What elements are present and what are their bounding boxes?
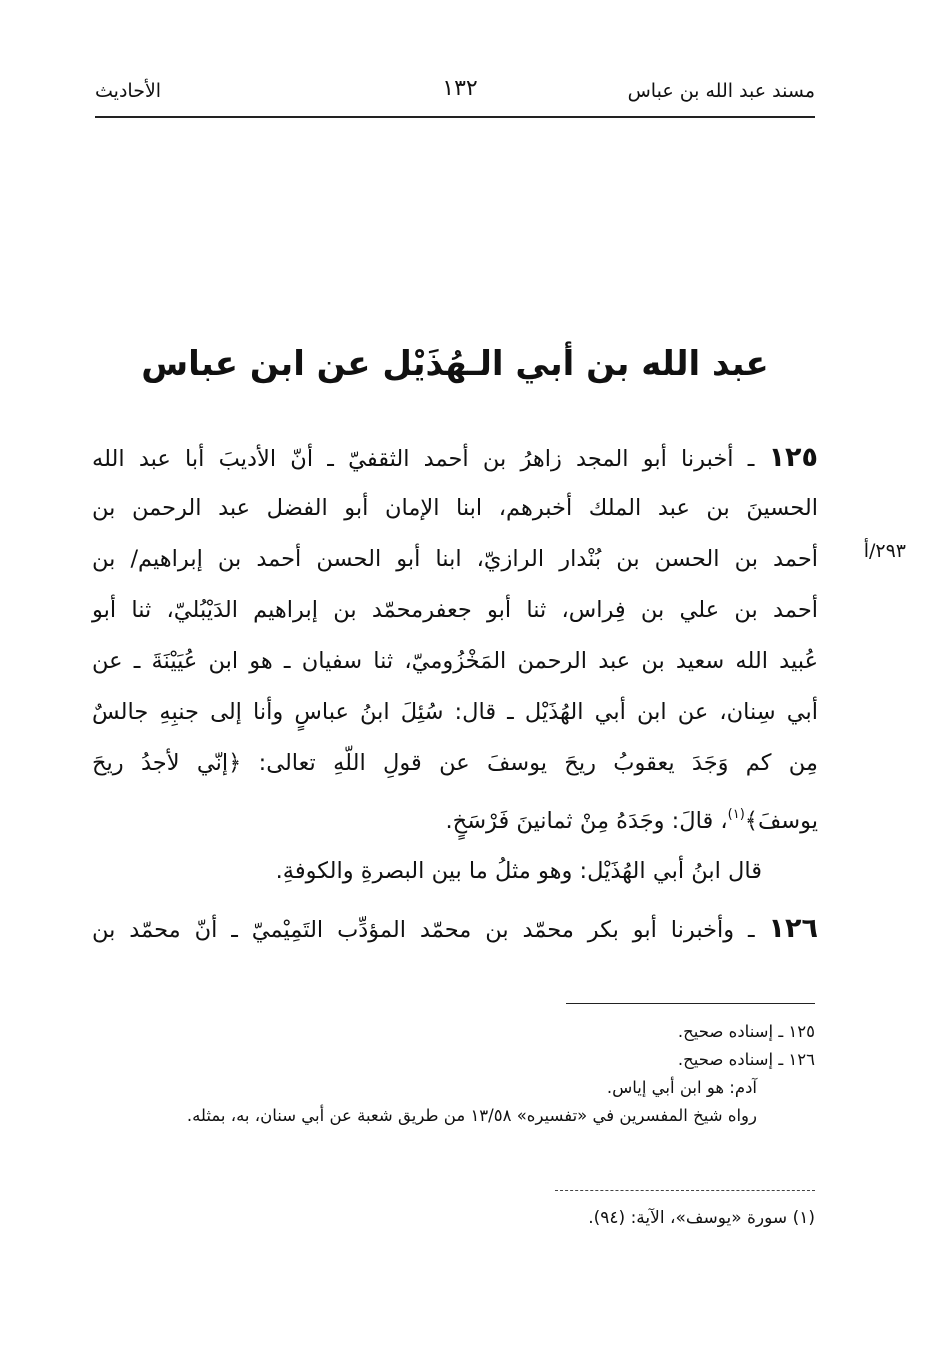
page-number: ١٣٢	[442, 76, 478, 101]
hadith-126-line-1: ١٢٦ ـ وأخبرنا أبو بكر محمّد بن محمّد المؤدِّب التَمِيْميّ ـ أنّ محمّد بن	[92, 913, 818, 944]
hadith-125-line-8: يوسفَ﴾$^{(١)}$، قالَ: وجَدَهُ مِنْ ثمانينَ فَرْسَخٍ.	[445, 807, 818, 834]
hadith-125-line-2: الحسينَ بن عبد الملك أخبرهم، ابنا الإمان أبو الفضل عبد الرحمن بن	[92, 495, 818, 521]
hadith-125-follow-up: قال ابنُ أبي الهُذَيْل: وهو مثلُ ما بين البصرةِ والكوفةِ.	[275, 858, 762, 884]
hadith-number: ١٢٦	[768, 913, 818, 944]
note-125: ١٢٥ ـ إسناده صحيح.	[677, 1022, 815, 1041]
hadith-125-line-6: أبي سِنان، عن ابن أبي الهُذَيْل ـ قال: سُئِلَ ابنُ عباسٍ وأنا إلى جنبِهِ جالسٌ	[92, 699, 818, 725]
header-divider	[95, 116, 815, 118]
chapter-title: عبد الله بن أبي الـهُذَيْل عن ابن عباس	[141, 344, 769, 384]
hadith-125-line-3: أحمد بن الحسن بن بُنْدار الرازيّ، ابنا أبو الحسن أحمد بن إبراهيم/ بن	[92, 546, 818, 572]
main-text	[92, 432, 818, 954]
hadith-number: ١٢٥	[768, 442, 819, 473]
hadith-125-line-5: عُبيد الله سعيد بن عبد الرحمن المَخْزُوميّ، ثنا سفيان ـ هو ابن عُيَيْنَةَ ـ عن	[92, 648, 818, 674]
note-riwayah: رواه شيخ المفسرين في «تفسيره» ١٣/٥٨ من طريق شعبة عن أبي سنان، به، بمثله.	[186, 1106, 757, 1125]
header-section-title: الأحاديث	[95, 80, 162, 102]
header-book-title: مسند عبد الله بن عباس	[627, 80, 815, 102]
hadith-125-line-1: ١٢٥ ـ أخبرنا أبو المجد زاهرُ بن أحمد الثقفيّ ـ أنّ الأديبَ أبا عبد الله	[92, 442, 819, 473]
running-header	[95, 74, 815, 114]
hadith-125-line-7: مِن كم وَجَدَ يعقوبُ ريحَ يوسفَ عن قولِ اللّهِ تعالى: ﴿إنّي لأجدُ ريحَ	[92, 750, 818, 776]
takhrij-notes	[120, 1018, 815, 1130]
note-126: ١٢٦ ـ إسناده صحيح.	[677, 1050, 815, 1069]
footnote-reference[interactable]: (١)	[727, 807, 745, 822]
footnote-divider	[555, 1190, 815, 1191]
note-adam: آدم: هو ابن أبي إياس.	[606, 1078, 757, 1097]
footnote-1: (١) سورة «يوسف»، الآية: (٩٤).	[588, 1208, 815, 1228]
hadith-125-line-4: أحمد بن علي بن فِراس، ثنا أبو جعفرمحمّد بن إبراهيم الدَيْبُليّ، ثنا أبو	[92, 597, 818, 623]
notes-divider	[566, 1003, 815, 1004]
manuscript-folio-note: ٢٩٣/أ	[863, 540, 906, 562]
